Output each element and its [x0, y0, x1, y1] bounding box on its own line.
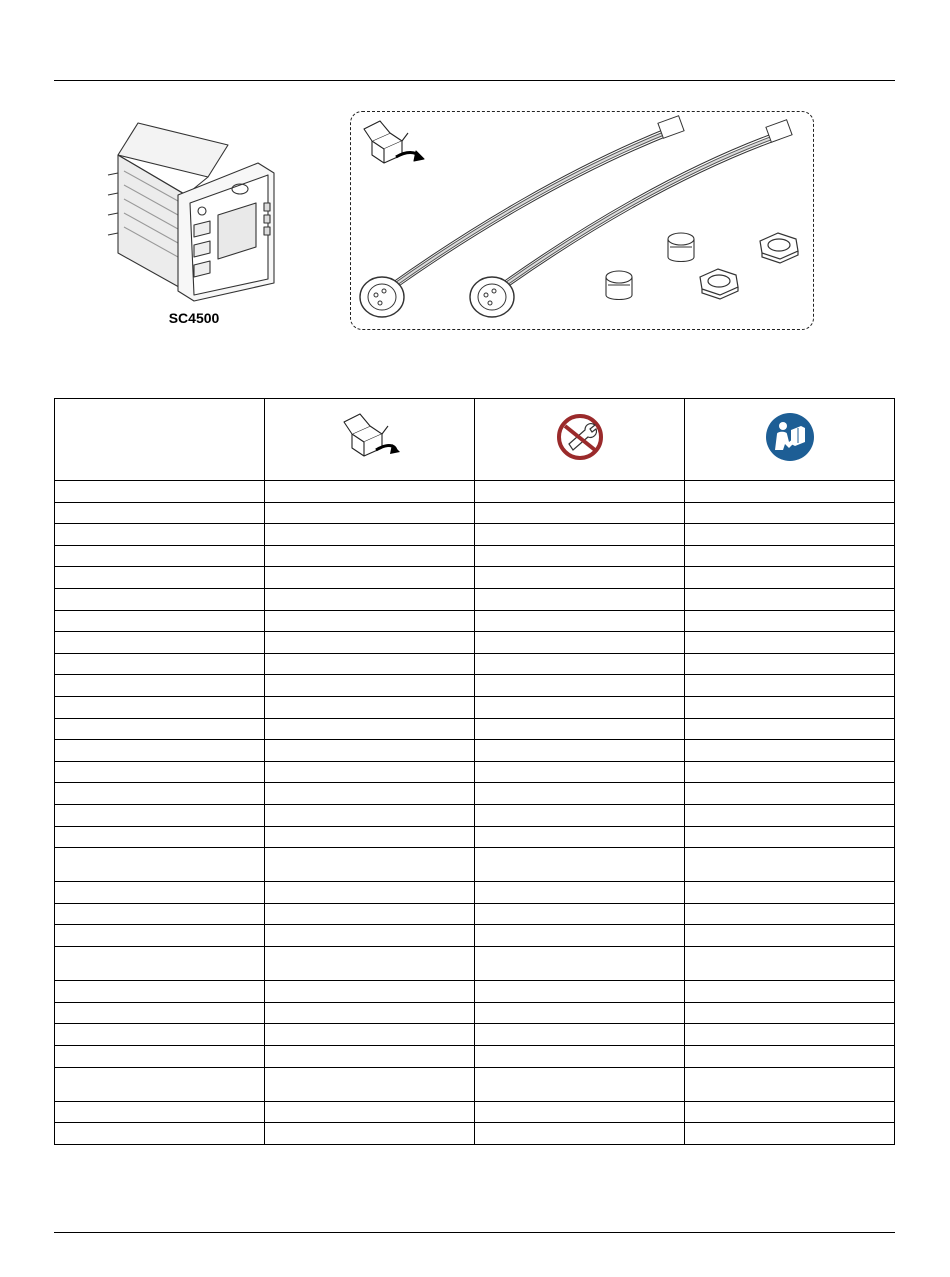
header-cell-no-tools: [475, 399, 685, 481]
table-row: [55, 524, 895, 546]
table-row: [55, 981, 895, 1003]
table-cell: [265, 981, 475, 1003]
table-cell: [685, 1068, 895, 1102]
table-cell: [475, 719, 685, 740]
table-cell: [265, 740, 475, 762]
table-cell: [475, 654, 685, 675]
table-cell: [265, 1068, 475, 1102]
plug-cap-2: [606, 271, 632, 300]
table-cell: [475, 1123, 685, 1145]
table-row: [55, 1046, 895, 1068]
table-row: [55, 546, 895, 567]
table-cell: [475, 848, 685, 882]
table-cell: [475, 567, 685, 589]
table-row: [55, 848, 895, 882]
table-cell: [265, 567, 475, 589]
table-cell: [55, 1123, 265, 1145]
table-cell: [55, 827, 265, 848]
table-cell: [475, 925, 685, 947]
table-cell: [265, 925, 475, 947]
table-row: [55, 947, 895, 981]
table-cell: [685, 697, 895, 719]
table-cell: [55, 1024, 265, 1046]
table-cell: [685, 632, 895, 654]
table-row: [55, 567, 895, 589]
table-cell: [475, 1046, 685, 1068]
table-cell: [265, 848, 475, 882]
table-cell: [55, 947, 265, 981]
table-cell: [685, 762, 895, 783]
table-cell: [265, 1123, 475, 1145]
table-row: [55, 762, 895, 783]
table-cell: [685, 805, 895, 827]
table-cell: [475, 589, 685, 611]
table-cell: [265, 524, 475, 546]
model-label: SC4500: [168, 310, 220, 326]
table-cell: [55, 762, 265, 783]
table-cell: [265, 654, 475, 675]
table-cell: [685, 654, 895, 675]
table-cell: [55, 1046, 265, 1068]
table-cell: [475, 783, 685, 805]
table-row: [55, 827, 895, 848]
header-cell-unbox: [265, 399, 475, 481]
table-cell: [475, 762, 685, 783]
table-cell: [685, 611, 895, 632]
lock-nut-1: [760, 233, 798, 263]
table-cell: [475, 947, 685, 981]
table-cell: [685, 827, 895, 848]
table-row: [55, 589, 895, 611]
table-cell: [265, 697, 475, 719]
table-cell: [265, 632, 475, 654]
lock-nut-2: [700, 269, 738, 299]
table-cell: [265, 882, 475, 904]
table-cell: [265, 481, 475, 503]
table-row: [55, 654, 895, 675]
table-cell: [55, 654, 265, 675]
table-row: [55, 740, 895, 762]
table-cell: [685, 848, 895, 882]
table-cell: [55, 805, 265, 827]
table-cell: [55, 981, 265, 1003]
table-cell: [55, 524, 265, 546]
table-cell: [265, 1003, 475, 1024]
table-cell: [475, 524, 685, 546]
header-cell-read-manual: [685, 399, 895, 481]
table-cell: [265, 805, 475, 827]
table-cell: [265, 904, 475, 925]
table-cell: [685, 925, 895, 947]
table-cell: [685, 740, 895, 762]
table-cell: [685, 719, 895, 740]
table-cell: [475, 740, 685, 762]
table-cell: [55, 589, 265, 611]
table-cell: [685, 904, 895, 925]
table-cell: [475, 697, 685, 719]
table-row: [55, 925, 895, 947]
table-cell: [265, 611, 475, 632]
table-cell: [685, 947, 895, 981]
table-cell: [685, 1024, 895, 1046]
table-cell: [55, 1068, 265, 1102]
table-cell: [685, 1046, 895, 1068]
table-cell: [475, 481, 685, 503]
table-row: [55, 503, 895, 524]
table-cell: [265, 589, 475, 611]
header-cell-blank: [55, 399, 265, 481]
kit-contents-illustration: [350, 111, 814, 330]
table-cell: [685, 546, 895, 567]
table-cell: [475, 1068, 685, 1102]
table-cell: [55, 783, 265, 805]
table-row: [55, 1123, 895, 1145]
table-cell: [475, 882, 685, 904]
table-cell: [685, 882, 895, 904]
table-cell: [55, 546, 265, 567]
table-cell: [265, 762, 475, 783]
table-cell: [55, 697, 265, 719]
table-cell: [475, 827, 685, 848]
table-cell: [55, 675, 265, 697]
table-cell: [265, 783, 475, 805]
table-cell: [265, 719, 475, 740]
table-row: [55, 697, 895, 719]
table-row: [55, 882, 895, 904]
table-cell: [265, 947, 475, 981]
table-row: [55, 611, 895, 632]
table-cell: [265, 503, 475, 524]
table-cell: [475, 805, 685, 827]
table-cell: [685, 524, 895, 546]
table-cell: [475, 675, 685, 697]
table-row: [55, 481, 895, 503]
table-cell: [685, 589, 895, 611]
table-cell: [55, 925, 265, 947]
table-cell: [55, 848, 265, 882]
table-cell: [265, 546, 475, 567]
table-cell: [475, 981, 685, 1003]
table-cell: [685, 503, 895, 524]
table-cell: [475, 546, 685, 567]
table-cell: [55, 740, 265, 762]
table-cell: [475, 503, 685, 524]
table-row: [55, 632, 895, 654]
table-cell: [55, 904, 265, 925]
table-row: [55, 719, 895, 740]
table-cell: [55, 611, 265, 632]
unbox-icon: [364, 121, 424, 163]
table-cell: [685, 1123, 895, 1145]
table-row: [55, 1024, 895, 1046]
top-rule: [54, 80, 895, 81]
table-cell: [265, 1046, 475, 1068]
table-cell: [685, 481, 895, 503]
plug-cap-1: [668, 233, 694, 262]
table-header-row: [55, 399, 895, 481]
bottom-rule: [54, 1232, 895, 1233]
table-cell: [475, 632, 685, 654]
unbox-icon: [340, 412, 400, 462]
table-cell: [55, 481, 265, 503]
table-cell: [475, 904, 685, 925]
table-cell: [475, 1102, 685, 1123]
table-row: [55, 1102, 895, 1123]
table-cell: [685, 981, 895, 1003]
table-cell: [685, 567, 895, 589]
kit-table: [54, 398, 895, 1145]
table-row: [55, 904, 895, 925]
table-cell: [475, 611, 685, 632]
table-cell: [265, 675, 475, 697]
read-manual-icon: [765, 412, 815, 462]
table-row: [55, 805, 895, 827]
no-tools-icon: [555, 412, 605, 462]
table-cell: [55, 882, 265, 904]
table-cell: [265, 1102, 475, 1123]
table-row: [55, 1003, 895, 1024]
table-cell: [55, 719, 265, 740]
table-row: [55, 675, 895, 697]
table-cell: [685, 783, 895, 805]
table-cell: [685, 1102, 895, 1123]
table-row: [55, 783, 895, 805]
sensor-cable-1: [360, 116, 684, 317]
table-cell: [55, 1102, 265, 1123]
table-row: [55, 1068, 895, 1102]
table-cell: [685, 675, 895, 697]
table-cell: [265, 1024, 475, 1046]
table-cell: [55, 1003, 265, 1024]
table-cell: [55, 567, 265, 589]
controller-illustration: [98, 115, 288, 305]
table-cell: [55, 503, 265, 524]
table-cell: [475, 1003, 685, 1024]
table-cell: [265, 827, 475, 848]
table-cell: [55, 632, 265, 654]
table-cell: [685, 1003, 895, 1024]
table-cell: [475, 1024, 685, 1046]
